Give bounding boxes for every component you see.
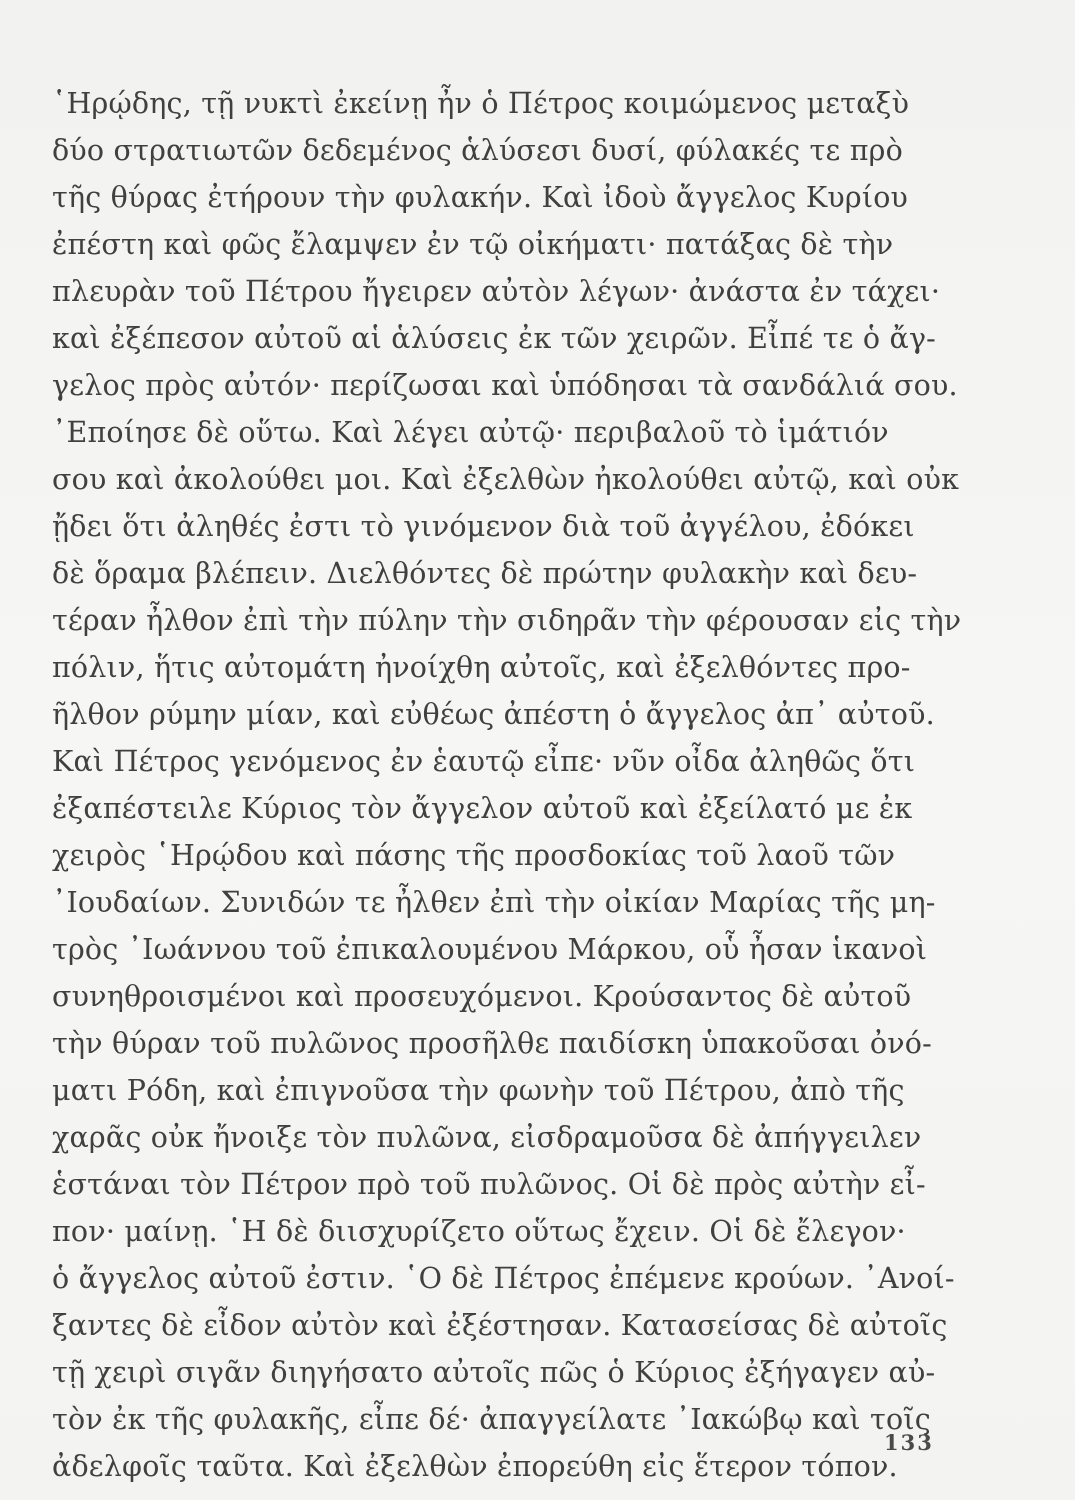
text-line: δύο στρατιωτῶν δεδεμένος ἁλύσεσι δυσί, φύλακές τε πρὸ (52, 134, 903, 167)
text-line: συνηθροισμένοι καὶ προσευχόμενοι. Κρούσαντος δὲ αὐτοῦ (52, 980, 912, 1013)
text-line: πόλιν, ἥτις αὐτομάτη ἠνοίχθη αὐτοῖς, καὶ ἐξελθόντες προ- (52, 651, 911, 684)
text-line: ᾿Εποίησε δὲ οὕτω. Καὶ λέγει αὐτῷ· περιβαλοῦ τὸ ἱμάτιόν (52, 416, 889, 449)
text-line: πλευρὰν τοῦ Πέτρου ἤγειρεν αὐτὸν λέγων· ἀνάστα ἐν τάχει· (52, 275, 941, 308)
text-line: ἐξαπέστειλε Κύριος τὸν ἄγγελον αὐτοῦ καὶ ἐξείλατό με ἐκ (52, 792, 913, 825)
text-line: ὁ ἄγγελος αὐτοῦ ἐστιν. ῾Ο δὲ Πέτρος ἐπέμενε κρούων. ᾿Ανοί- (52, 1262, 955, 1295)
text-line: ᾿Ιουδαίων. Συνιδών τε ἦλθεν ἐπὶ τὴν οἰκίαν Μαρίας τῆς μη- (52, 886, 936, 919)
text-line: τὴν θύραν τοῦ πυλῶνος προσῆλθε παιδίσκη ὑπακοῦσαι ὀνό- (52, 1027, 932, 1060)
text-line: χειρὸς ῾Ηρῴδου καὶ πάσης τῆς προσδοκίας τοῦ λαοῦ τῶν (52, 839, 896, 872)
text-line: τῇ χειρὶ σιγᾶν διηγήσατο αὐτοῖς πῶς ὁ Κύριος ἐξήγαγεν αὐ- (52, 1356, 936, 1389)
text-line: τῆς θύρας ἐτήρουν τὴν φυλακήν. Καὶ ἰδοὺ ἄγγελος Κυρίου (52, 181, 909, 214)
page-number: 133 (884, 1430, 934, 1455)
text-line: ἀδελφοῖς ταῦτα. Καὶ ἐξελθὼν ἐπορεύθη εἰς ἕτερον τόπον. (52, 1450, 898, 1483)
text-line: σου καὶ ἀκολούθει μοι. Καὶ ἐξελθὼν ἠκολούθει αὐτῷ, καὶ οὐκ (52, 463, 960, 496)
text-line: καὶ ἐξέπεσον αὐτοῦ αἱ ἁλύσεις ἐκ τῶν χειρῶν. Εἶπέ τε ὁ ἄγ- (52, 322, 937, 355)
text-line: ξαντες δὲ εἶδον αὐτὸν καὶ ἐξέστησαν. Κατασείσας δὲ αὐτοῖς (52, 1309, 948, 1342)
text-line: ἑστάναι τὸν Πέτρον πρὸ τοῦ πυλῶνος. Οἱ δὲ πρὸς αὐτὴν εἶ- (52, 1168, 926, 1201)
text-line: χαρᾶς οὐκ ἤνοιξε τὸν πυλῶνα, εἰσδραμοῦσα δὲ ἀπήγγειλεν (52, 1121, 922, 1154)
text-line: γελος πρὸς αὐτόν· περίζωσαι καὶ ὑπόδησαι τὰ σανδάλιά σου. (52, 369, 958, 402)
body-text (52, 80, 962, 1490)
text-line: πον· μαίνῃ. ῾Η δὲ διισχυρίζετο οὕτως ἔχειν. Οἱ δὲ ἔλεγον· (52, 1215, 906, 1248)
text-line: τέραν ἦλθον ἐπὶ τὴν πύλην τὴν σιδηρᾶν τὴν φέρουσαν εἰς τὴν (52, 604, 962, 637)
text-line: δὲ ὅραμα βλέπειν. Διελθόντες δὲ πρώτην φυλακὴν καὶ δευ- (52, 557, 918, 590)
text-line: ᾔδει ὅτι ἀληθές ἐστι τὸ γινόμενον διὰ τοῦ ἀγγέλου, ἐδόκει (52, 510, 915, 543)
text-line: ἐπέστη καὶ φῶς ἔλαμψεν ἐν τῷ οἰκήματι· πατάξας δὲ τὴν (52, 228, 894, 261)
text-line: ῾Ηρῴδης, τῇ νυκτὶ ἐκείνῃ ἦν ὁ Πέτρος κοιμώμενος μεταξὺ (52, 87, 910, 120)
text-line: τὸν ἐκ τῆς φυλακῆς, εἶπε δέ· ἀπαγγείλατε ᾿Ιακώβῳ καὶ τοῖς (52, 1403, 931, 1436)
text-line: ματι Ρόδη, καὶ ἐπιγνοῦσα τὴν φωνὴν τοῦ Πέτρου, ἀπὸ τῆς (52, 1074, 905, 1107)
text-line: ῆλθον ρύμην μίαν, καὶ εὐθέως ἀπέστη ὁ ἄγγελος ἀπ᾿ αὐτοῦ. (52, 698, 935, 731)
text-line: τρὸς ᾿Ιωάννου τοῦ ἐπικαλουμένου Μάρκου, οὗ ἦσαν ἱκανοὶ (52, 933, 928, 966)
text-line: Καὶ Πέτρος γενόμενος ἐν ἑαυτῷ εἶπε· νῦν οἶδα ἀληθῶς ὅτι (52, 745, 916, 778)
